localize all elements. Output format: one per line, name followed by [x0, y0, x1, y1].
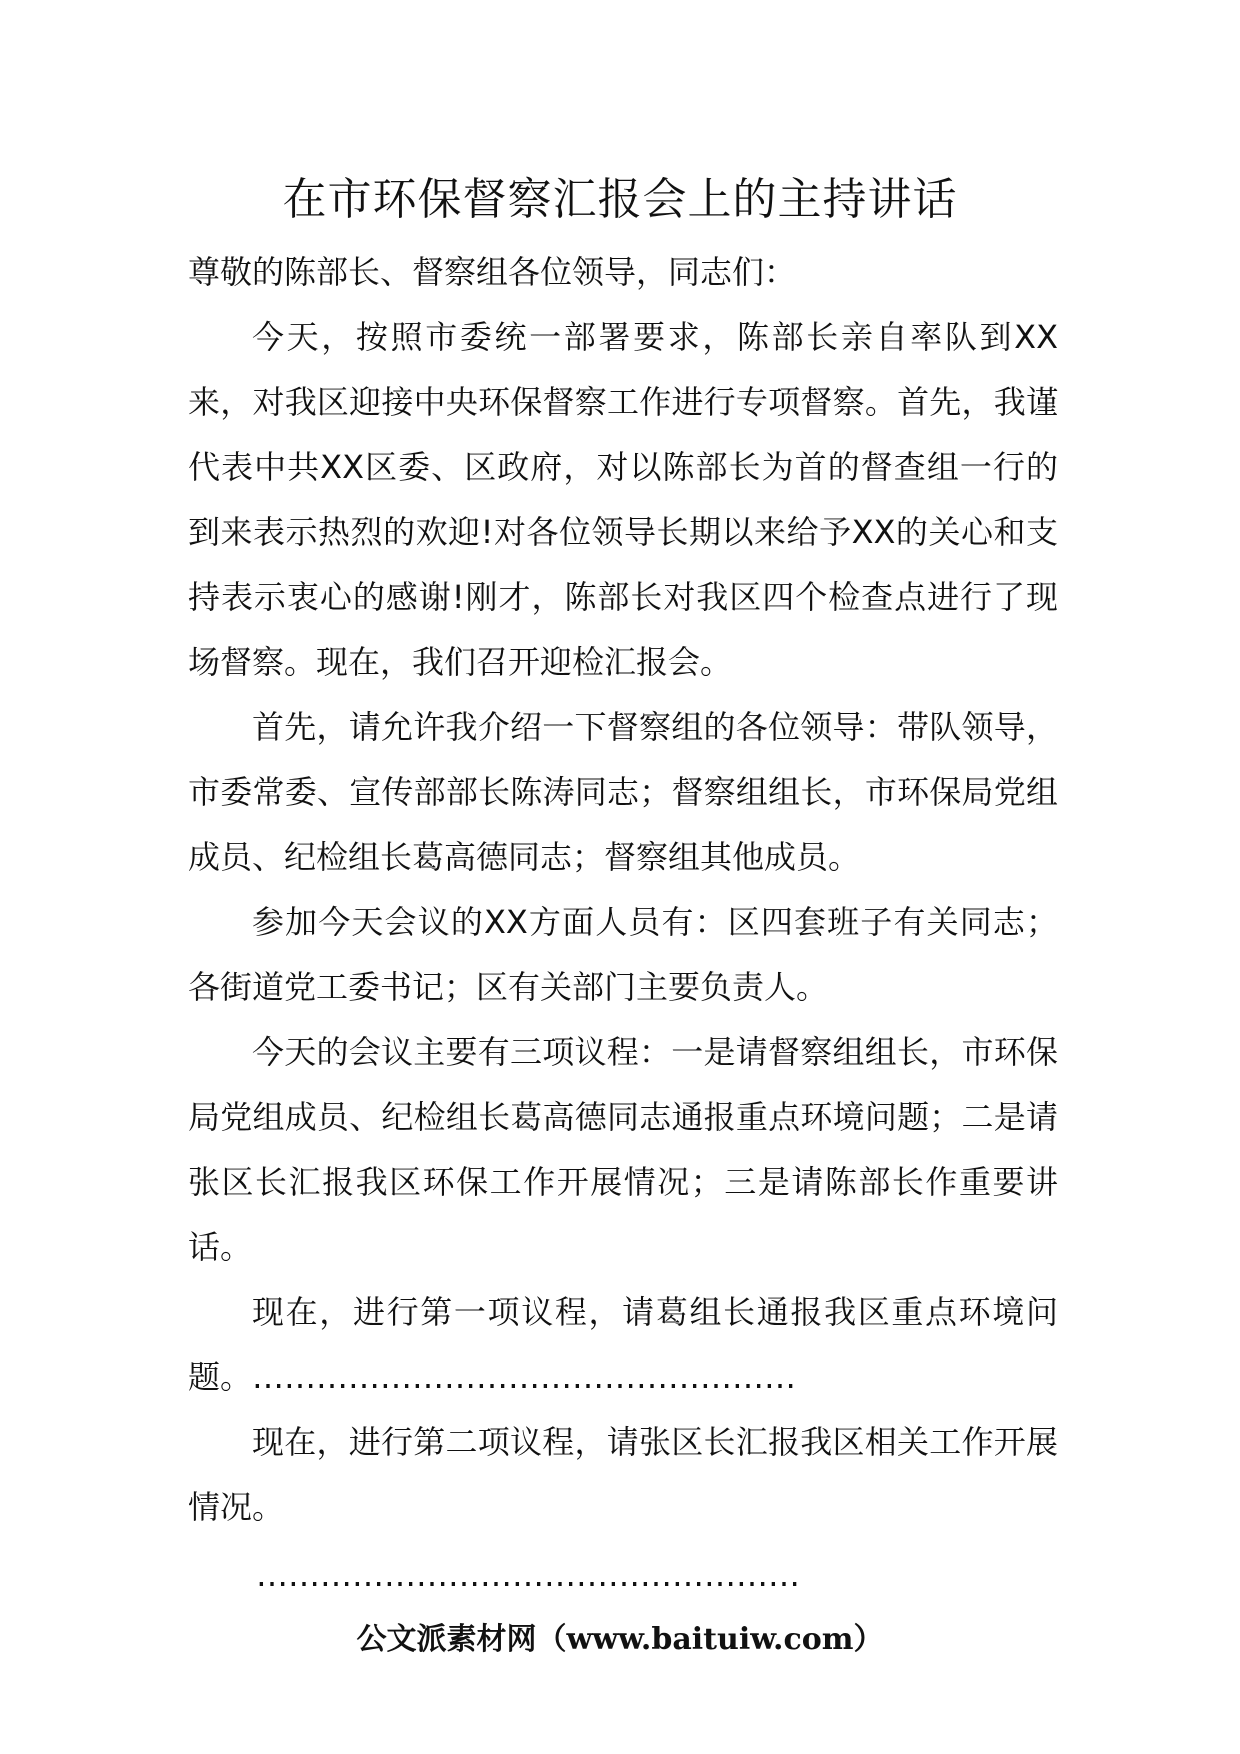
paragraph-agenda-item-one: 现在，进行第一项议程，请葛组长通报我区重点环境问题。…………………………………………… [188, 1293, 1058, 1396]
paragraph-agenda: 今天的会议主要有三项议程：一是请督察组组长，市环保局党组成员、纪检组长葛高德同志通报重点环境问题；二是请张区长汇报我区环保工作开展情况；三是请陈部长作重要讲话。 [188, 1033, 1058, 1266]
paragraph-introduction: 首先，请允许我介绍一下督察组的各位领导：带队领导，市委常委、宣传部部长陈涛同志；督察组组长，市环保局党组成员、纪检组长葛高德同志；督察组其他成员。 [188, 708, 1058, 876]
paragraph-attendees: 参加今天会议的XX方面人员有：区四套班子有关同志；各街道党工委书记；区有关部门主要负责人。 [188, 903, 1058, 1006]
document-body [188, 240, 1058, 1540]
footer-watermark: 公文派素材网（www.baituiw.com） [356, 1622, 884, 1657]
document-title: 在市环保督察汇报会上的主持讲话 [282, 174, 958, 225]
paragraph-opening: 今天，按照市委统一部署要求，陈部长亲自率队到XX来，对我区迎接中央环保督察工作进行专项督察。首先，我谨代表中共XX区委、区政府，对以陈部长为首的督查组一行的到来表示热烈的欢迎!对各位领导长期以来给予XX的关心和支持表示衷心的感谢!刚才，陈部长对我区四个检查点进行了现场督察。现在，我们召开迎检汇报会。 [188, 318, 1058, 681]
closing-ellipsis: …………………………………………… [256, 1556, 800, 1594]
paragraph-agenda-item-two: 现在，进行第二项议程，请张区长汇报我区相关工作开展情况。 [188, 1423, 1058, 1526]
salutation: 尊敬的陈部长、督察组各位领导，同志们： [188, 253, 797, 291]
